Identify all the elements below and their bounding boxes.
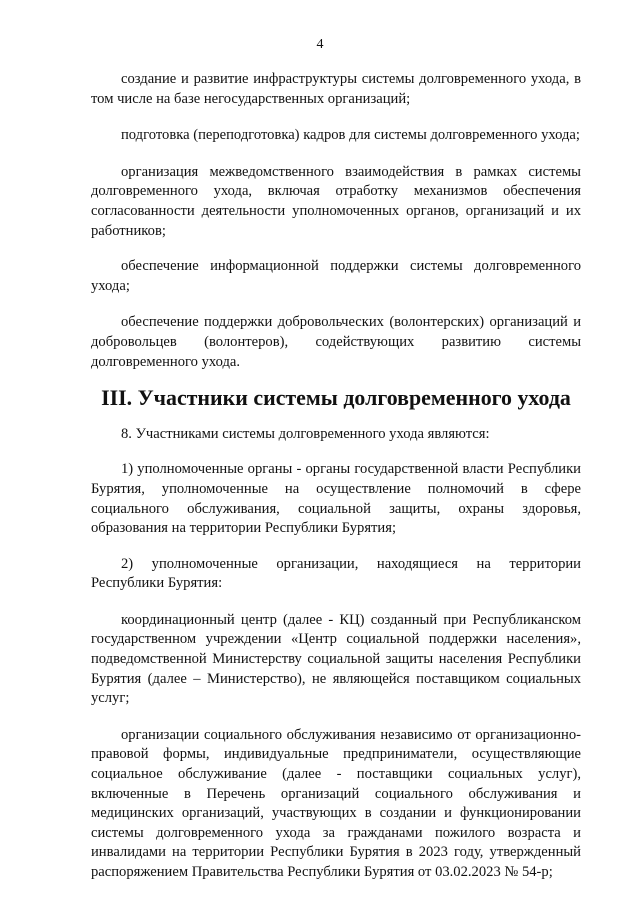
paragraph-service-providers: организации социального обслуживания независимо от организационно-правовой формы, индивидуальные предприниматели, осуществляющие социальное обслуживание (далее - поставщики социальных услуг), включенные в Перечень организаций социального обслуживания и медицинских организаций, участвующих в создании и функционировании системы долговременного ухода за гражданами пожилого возраста и инвалидами на территории Республики Бурятия в 2023 году, утвержденный распоряжением Правительства Республики Бурятия от 03.02.2023 № 54-р;: [91, 726, 581, 880]
document-body: [91, 70, 581, 901]
paragraph-infrastructure: создание и развитие инфраструктуры системы долговременного ухода, в том числе на базе негосударственных организаций;: [91, 71, 581, 107]
paragraph-authorized-organizations: 2) уполномоченные организации, находящиеся на территории Республики Бурятия:: [91, 555, 581, 592]
paragraph-coordination-center: координационный центр (далее - КЦ) созданный при Республиканском государственном учреждении «Центр социальной поддержки населения», подведомственной Министерству социальной защиты населения Республики Бурятия (далее – Министерство), не являющейся поставщиком социальных услуг;: [91, 611, 581, 707]
paragraph-participants-intro: 8. Участниками системы долговременного ухода являются:: [121, 425, 490, 442]
paragraph-information-support: обеспечение информационной поддержки системы долговременного ухода;: [91, 258, 581, 294]
paragraph-authorized-bodies: 1) уполномоченные органы - органы государственной власти Республики Бурятия, уполномоченные на осуществление полномочий в сфере социального обслуживания, социальной защиты, охраны здоровья, образования на территории Республики Бурятия;: [91, 461, 581, 537]
paragraph-volunteer-support: обеспечение поддержки добровольческих (волонтерских) организаций и добровольцев (волонтеров), содействующих развитию системы долговременного ухода.: [91, 314, 581, 370]
section-heading: III. Участники системы долговременного ухода: [101, 385, 571, 411]
page-number: 4: [316, 37, 324, 52]
paragraph-interagency: организация межведомственного взаимодействия в рамках системы долговременного ухода, включая отработку механизмов обеспечения согласованности деятельности уполномоченных органов, организаций и их работников;: [91, 163, 581, 239]
paragraph-training: подготовка (переподготовка) кадров для системы долговременного ухода;: [121, 127, 580, 144]
